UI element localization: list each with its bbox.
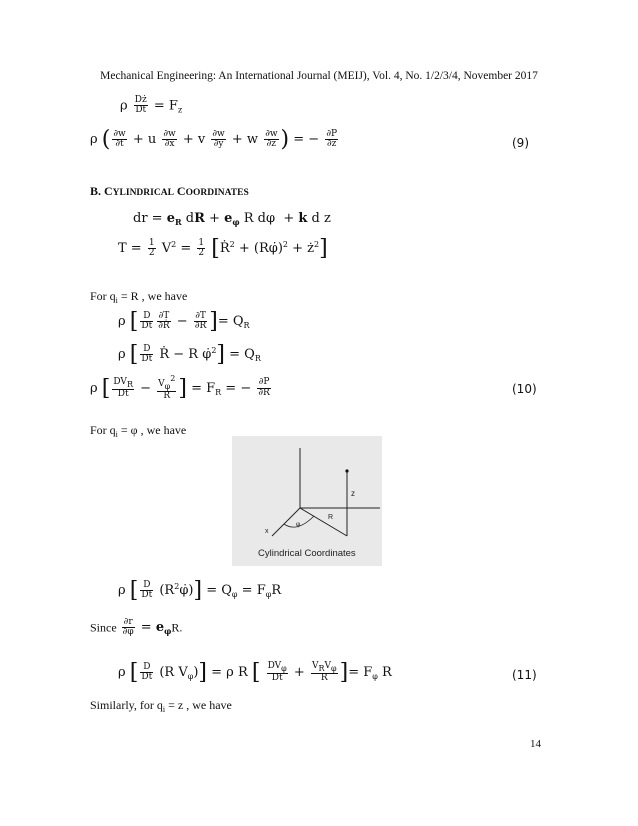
running-header: Mechanical Engineering: An International Journal (MEIJ), Vol. 4, No. 1/2/3/4, November 2017 (100, 70, 538, 82)
cylindrical-coordinates-figure (232, 436, 382, 566)
equation-lagrange-R: ρ [ $\frac{D}{Dt}$ $\frac{\partial T}{\text{∂Ṙ}}$ − $\frac{\partial T}{\partial R}$ ]= $Q_R$ (118, 309, 250, 334)
figure-caption: Cylindrical Coordinates (258, 548, 356, 559)
equation-10: ρ [ $\frac{\text{DVR}}{Dt}$ − $\frac{V\varphi 2}{R}$ ] = $F_R$ = − $\frac{\partial P}{\partial R}$ (90, 374, 270, 402)
equation-lagrange-phi: ρ [ $\frac{D}{Dt}$ $(R^2\varphi̇)] = Q_\varphi = F_\varphi R$ (118, 578, 282, 603)
equation-lagrange-R-expanded: ρ [ $\frac{D}{Dt}$ Ṙ − R φ̇$^2$] = $Q_R$ (118, 342, 261, 367)
figure-label-phi: φ (296, 521, 301, 528)
section-heading: B. CYLINDRICAL COORDINATES (90, 184, 249, 198)
equation-position-differential: dr = $e_R$ dR + $e_\varphi$ R dφ + k d z (133, 211, 331, 227)
equation-number-9: (9) (512, 136, 529, 150)
equation-11: ρ [ $\frac{D}{Dt}$ (R $V_\varphi)] = \rho$ R [ $\frac{\text{DVφ}}{Dt}$ + $\frac{\text{VRVφ}}{R}$ ]= $F_\varphi$ R (118, 660, 392, 685)
page-number: 14 (530, 738, 541, 750)
text-for-qi-phi: For $q_i = \varphi$ , we have (90, 423, 187, 439)
equation-9: ρ ( $\frac{\partial w}{\partial t}$ + u $\frac{\partial w}{\partial x}$ + v $\frac{\partial w}{\partial y}$ + w $\frac{\partial w}{\partial z}$ ) = − $\frac{\partial P}{\partial z}$ (90, 127, 338, 152)
text-since: Since $\frac{\partial r}{\partial\varphi}$ = $e_\varphi R$. (90, 617, 183, 638)
equation-z-momentum: ρ $\frac{Dż}{Dt}$ = $F_z$ (120, 95, 183, 116)
equation-number-11: (11) (512, 668, 537, 682)
figure-label-x: x (265, 528, 269, 535)
equation-number-10: (10) (512, 382, 537, 396)
figure-label-z: z (351, 489, 355, 498)
equation-kinetic-energy: T = $\frac{1}{2}$ $V^2$ = $\frac{1}{2}$ [Ṙ$^2$ + (Rφ̇)$^2$ + $ż^2$] (118, 236, 328, 261)
text-for-qi-R: For $q_i = R$ , we have (90, 289, 188, 305)
text-similarly: Similarly, for $q_i = z$ , we have (90, 698, 232, 714)
figure-label-R: R (328, 514, 334, 521)
